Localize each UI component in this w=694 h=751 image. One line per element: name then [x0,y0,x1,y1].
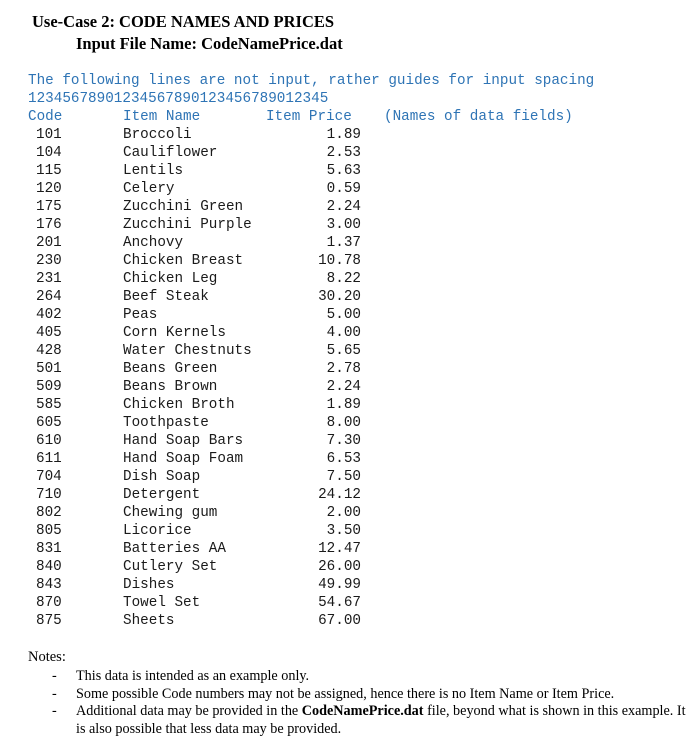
row-code: 870 [36,595,62,611]
note-item [48,686,688,704]
table-row [0,306,694,324]
row-item-name: Chicken Broth [123,397,235,413]
table-row [0,450,694,468]
row-item-name: Hand Soap Foam [123,451,244,467]
header-code: Code [28,109,63,125]
row-item-name: Chicken Breast [123,253,244,269]
table-row [0,522,694,540]
table-row [0,612,694,630]
row-item-name: Celery [123,181,175,197]
row-item-name: Beans Green [123,361,218,377]
row-item-name: Broccoli [123,127,192,143]
table-row [0,540,694,558]
table-row [0,252,694,270]
notes-title: Notes: [28,649,66,665]
row-code: 585 [36,397,62,413]
spacing-guide-text: The following lines are not input, rather guides for input spacing [28,73,595,89]
row-code: 176 [36,217,62,233]
row-item-price: 30.20 [318,289,361,305]
row-code: 231 [36,271,62,287]
table-row [0,594,694,612]
row-code: 101 [36,127,62,143]
row-code: 405 [36,325,62,341]
row-item-name: Cauliflower [123,145,218,161]
row-item-price: 0.59 [326,181,361,197]
row-item-price: 10.78 [318,253,361,269]
row-item-name: Batteries AA [123,541,226,557]
note-file-name: CodeNamePrice.dat [301,703,424,719]
row-item-price: 3.50 [326,523,361,539]
header-item-name: Item Name [123,109,201,125]
row-code: 802 [36,505,62,521]
row-item-price: 6.53 [326,451,361,467]
row-item-price: 8.22 [326,271,361,287]
table-row [0,378,694,396]
row-item-price: 54.67 [318,595,361,611]
row-item-name: Anchovy [123,235,184,251]
row-code: 704 [36,469,62,485]
table-row [0,270,694,288]
table-row [0,432,694,450]
row-item-price: 7.30 [326,433,361,449]
note-text-pre: Additional data may be provided in the [76,703,302,719]
row-code: 611 [36,451,62,467]
row-item-price: 24.12 [318,487,361,503]
row-item-name: Hand Soap Bars [123,433,244,449]
data-table [0,126,694,630]
row-item-name: Lentils [123,163,184,179]
table-row [0,324,694,342]
notes-list [48,668,688,738]
row-item-price: 12.47 [318,541,361,557]
table-row [0,396,694,414]
table-row [0,414,694,432]
row-code: 831 [36,541,62,557]
table-row [0,360,694,378]
row-item-price: 4.00 [326,325,361,341]
row-code: 115 [36,163,62,179]
row-code: 805 [36,523,62,539]
note-text-post: file, beyond what is shown in this example. It is also possible that less data may be provided. [76,703,686,737]
table-row [0,576,694,594]
row-code: 428 [36,343,62,359]
row-item-price: 5.63 [326,163,361,179]
row-code: 175 [36,199,62,215]
row-item-price: 26.00 [318,559,361,575]
row-code: 840 [36,559,62,575]
row-item-price: 1.37 [326,235,361,251]
row-code: 230 [36,253,62,269]
list-dash: - [52,685,57,702]
row-code: 605 [36,415,62,431]
list-dash: - [52,703,57,719]
row-item-price: 7.50 [326,469,361,485]
table-row [0,144,694,162]
row-item-name: Beans Brown [123,379,218,395]
row-item-name: Dish Soap [123,469,201,485]
row-item-price: 2.00 [326,505,361,521]
row-code: 501 [36,361,62,377]
row-item-price: 2.24 [326,199,361,215]
row-item-price: 5.65 [326,343,361,359]
table-row [0,342,694,360]
table-row [0,486,694,504]
spacing-guide-digits: 12345678901234567890123456789012345 [28,91,329,107]
row-item-name: Chicken Leg [123,271,218,287]
table-row [0,162,694,180]
row-item-name: Towel Set [123,595,201,611]
row-item-name: Beef Steak [123,289,209,305]
row-code: 843 [36,577,62,593]
use-case-title: Use-Case 2: CODE NAMES AND PRICES [32,12,335,31]
note-text: This data is intended as an example only. [76,668,310,684]
note-text: Some possible Code numbers may not be assigned, hence there is no Item Name or Item Price. [76,685,615,702]
row-item-name: Zucchini Purple [123,217,252,233]
table-row [0,468,694,486]
row-item-name: Dishes [123,577,175,593]
row-item-price: 1.89 [326,127,361,143]
note-item [48,668,688,686]
row-code: 264 [36,289,62,305]
row-item-name: Sheets [123,613,175,629]
row-item-price: 67.00 [318,613,361,629]
table-row [0,198,694,216]
row-item-price: 49.99 [318,577,361,593]
row-code: 509 [36,379,62,395]
table-row [0,504,694,522]
row-code: 610 [36,433,62,449]
table-row [0,234,694,252]
row-code: 104 [36,145,62,161]
row-code: 201 [36,235,62,251]
row-item-name: Toothpaste [123,415,209,431]
row-item-price: 2.78 [326,361,361,377]
row-item-name: Licorice [123,523,192,539]
row-item-name: Detergent [123,487,201,503]
row-item-name: Water Chestnuts [123,343,252,359]
row-item-name: Peas [123,307,158,323]
header-field-note: (Names of data fields) [384,109,573,125]
row-item-price: 5.00 [326,307,361,323]
list-dash: - [52,668,57,684]
table-row [0,558,694,576]
row-item-name: Zucchini Green [123,199,244,215]
row-item-price: 1.89 [326,397,361,413]
row-item-name: Chewing gum [123,505,218,521]
table-row [0,288,694,306]
row-code: 710 [36,487,62,503]
field-header-row [0,108,694,126]
table-row [0,216,694,234]
row-item-name: Cutlery Set [123,559,218,575]
row-item-price: 3.00 [326,217,361,233]
input-file-name: Input File Name: CodeNamePrice.dat [76,34,343,53]
note-item [48,703,688,738]
row-item-price: 8.00 [326,415,361,431]
table-row [0,126,694,144]
row-item-price: 2.53 [326,145,361,161]
row-item-name: Corn Kernels [123,325,226,341]
row-code: 120 [36,181,62,197]
row-item-price: 2.24 [326,379,361,395]
header-item-price: Item Price [266,109,352,125]
table-row [0,180,694,198]
row-code: 402 [36,307,62,323]
row-code: 875 [36,613,62,629]
